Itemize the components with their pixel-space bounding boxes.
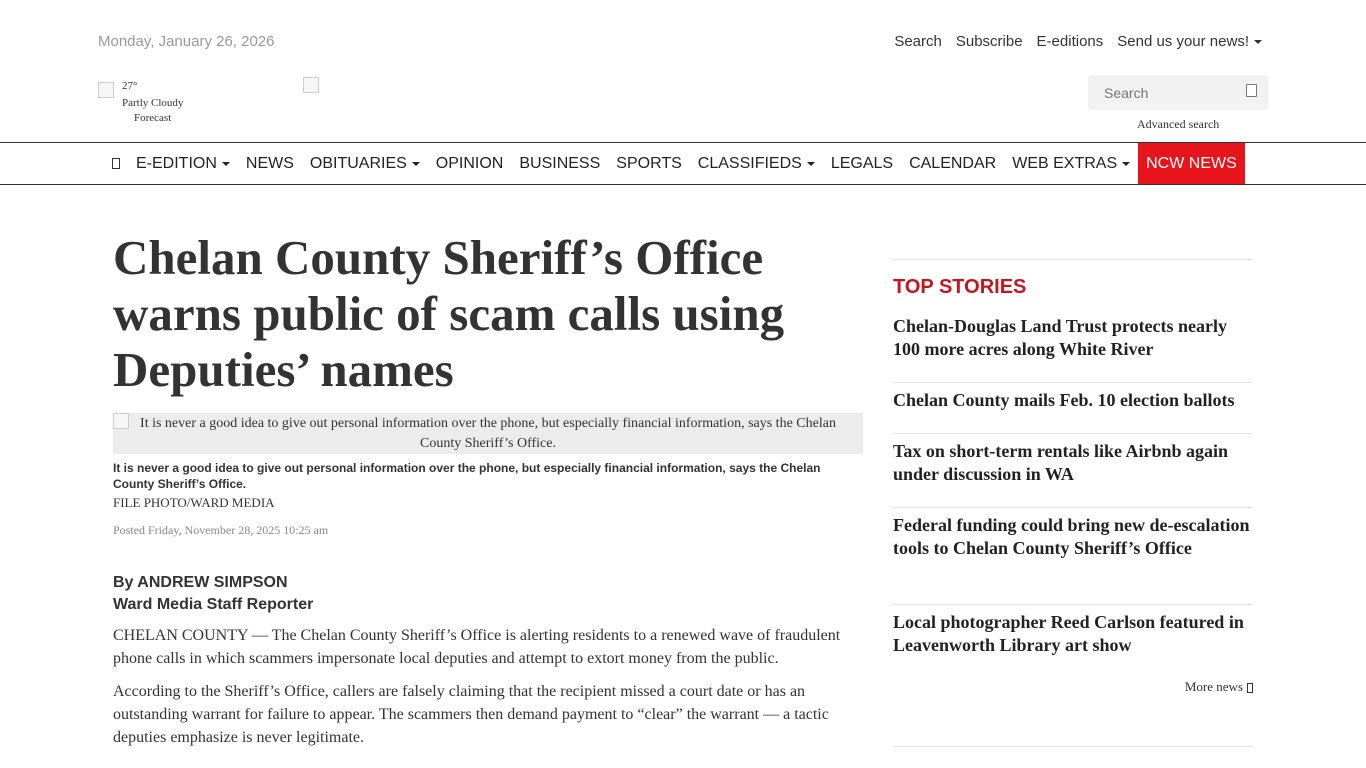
nav-calendar[interactable]: [901, 143, 1004, 184]
nav-obituaries[interactable]: [302, 143, 428, 184]
nav-classifieds[interactable]: [690, 143, 823, 184]
send-news-label: Send us your news!: [1117, 33, 1249, 50]
nav-label: BUSINESS: [519, 155, 601, 172]
posted-date: Posted Friday, November 28, 2025 10:25 am: [113, 523, 329, 537]
author-name: By ANDREW SIMPSON: [113, 574, 288, 591]
site-logo-image[interactable]: [303, 77, 319, 93]
more-news-label: More news: [1184, 679, 1243, 694]
weather-condition: Partly Cloudy: [122, 97, 184, 109]
current-date: Monday, January 26, 2026: [98, 33, 275, 50]
send-news-dropdown[interactable]: [1117, 33, 1262, 50]
nav-web-extras[interactable]: [1004, 143, 1138, 184]
nav-label: NEWS: [245, 155, 294, 172]
top-story-link[interactable]: Chelan-Douglas Land Trust protects nearly 100 more acres along White River: [893, 316, 1228, 359]
nav-ncw-news[interactable]: [1138, 143, 1245, 184]
subscribe-link[interactable]: Subscribe: [955, 33, 1023, 50]
search-input[interactable]: [1088, 75, 1238, 110]
nav-label: LEGALS: [830, 155, 894, 172]
e-editions-link[interactable]: E-editions: [1036, 33, 1104, 50]
weather-forecast-link[interactable]: Forecast: [134, 112, 172, 124]
divider: [893, 507, 1253, 508]
top-story-link[interactable]: Chelan County mails Feb. 10 election ballots: [893, 390, 1235, 410]
divider: [893, 259, 1253, 260]
home-icon: [112, 158, 120, 169]
nav-e-edition[interactable]: [128, 143, 238, 184]
caret-down-icon: [1122, 162, 1130, 166]
top-story-link[interactable]: Local photographer Reed Carlson featured in Leavenworth Library art show: [893, 612, 1244, 655]
broken-image-icon: [113, 413, 129, 429]
caret-down-icon: [807, 162, 815, 166]
weather-icon: [98, 82, 114, 98]
search-link[interactable]: Search: [894, 33, 942, 50]
chevron-right-icon: [1247, 683, 1253, 693]
nav-label: E-EDITION: [136, 155, 217, 172]
main-navigation: [0, 142, 1366, 185]
article-body: [113, 624, 858, 759]
article-headline: Chelan County Sheriff’s Office warns public of scam calls using Deputies’ names: [113, 230, 785, 397]
weather-temperature: 27°: [122, 80, 138, 92]
search-box: [1088, 75, 1268, 110]
advanced-search-link[interactable]: Advanced search: [1137, 117, 1220, 131]
nav-legals[interactable]: [823, 143, 901, 184]
photo-alt-text: It is never a good idea to give out personal information over the phone, but especially financial information, says the Chelan County Sheriff’s Office.: [140, 416, 836, 451]
nav-label: SPORTS: [616, 155, 682, 172]
nav-label: OPINION: [435, 155, 504, 172]
divider: [893, 433, 1253, 434]
nav-news[interactable]: [238, 143, 302, 184]
article-paragraph: CHELAN COUNTY — The Chelan County Sheriff’s Office is alerting residents to a renewed wave of fraudulent phone calls in which scammers impersonate local deputies and attempt to extort money from the public.: [113, 627, 841, 667]
divider: [893, 746, 1253, 747]
article-paragraph: According to the Sheriff’s Office, callers are falsely claiming that the recipient missed a court date or has an outstanding warrant for failure to appear. The scammers then demand payment to “clear” the warrant — a tactic deputies emphasize is never legitimate.: [113, 683, 829, 746]
byline: [113, 572, 313, 616]
caret-down-icon: [1254, 40, 1262, 44]
nav-home[interactable]: [104, 143, 128, 184]
top-stories-heading: TOP STORIES: [893, 276, 1027, 298]
divider: [893, 382, 1253, 383]
photo-caption: It is never a good idea to give out personal information over the phone, but especially financial information, says the Chelan County Sheriff’s Office.: [113, 461, 821, 491]
search-submit-icon[interactable]: [1246, 84, 1257, 97]
more-news-link[interactable]: [1185, 679, 1253, 695]
nav-business[interactable]: [511, 143, 608, 184]
nav-label: NCW NEWS: [1146, 155, 1237, 172]
nav-label: CLASSIFIEDS: [697, 155, 802, 172]
nav-opinion[interactable]: [428, 143, 512, 184]
nav-label: OBITUARIES: [309, 155, 407, 172]
nav-label: CALENDAR: [909, 155, 997, 172]
nav-sports[interactable]: [608, 143, 690, 184]
top-story-link[interactable]: Federal funding could bring new de-escalation tools to Chelan County Sheriff’s Office: [893, 515, 1250, 558]
author-title: Ward Media Staff Reporter: [113, 596, 314, 613]
article-photo[interactable]: [113, 413, 863, 454]
photo-credit: FILE PHOTO/WARD MEDIA: [113, 495, 275, 510]
nav-label: WEB EXTRAS: [1012, 155, 1118, 172]
nav-items: [104, 143, 1245, 184]
divider: [893, 604, 1253, 605]
utility-links: [894, 33, 1262, 50]
caret-down-icon: [412, 162, 420, 166]
top-story-link[interactable]: Tax on short-term rentals like Airbnb again under discussion in WA: [893, 441, 1229, 484]
caret-down-icon: [222, 162, 230, 166]
